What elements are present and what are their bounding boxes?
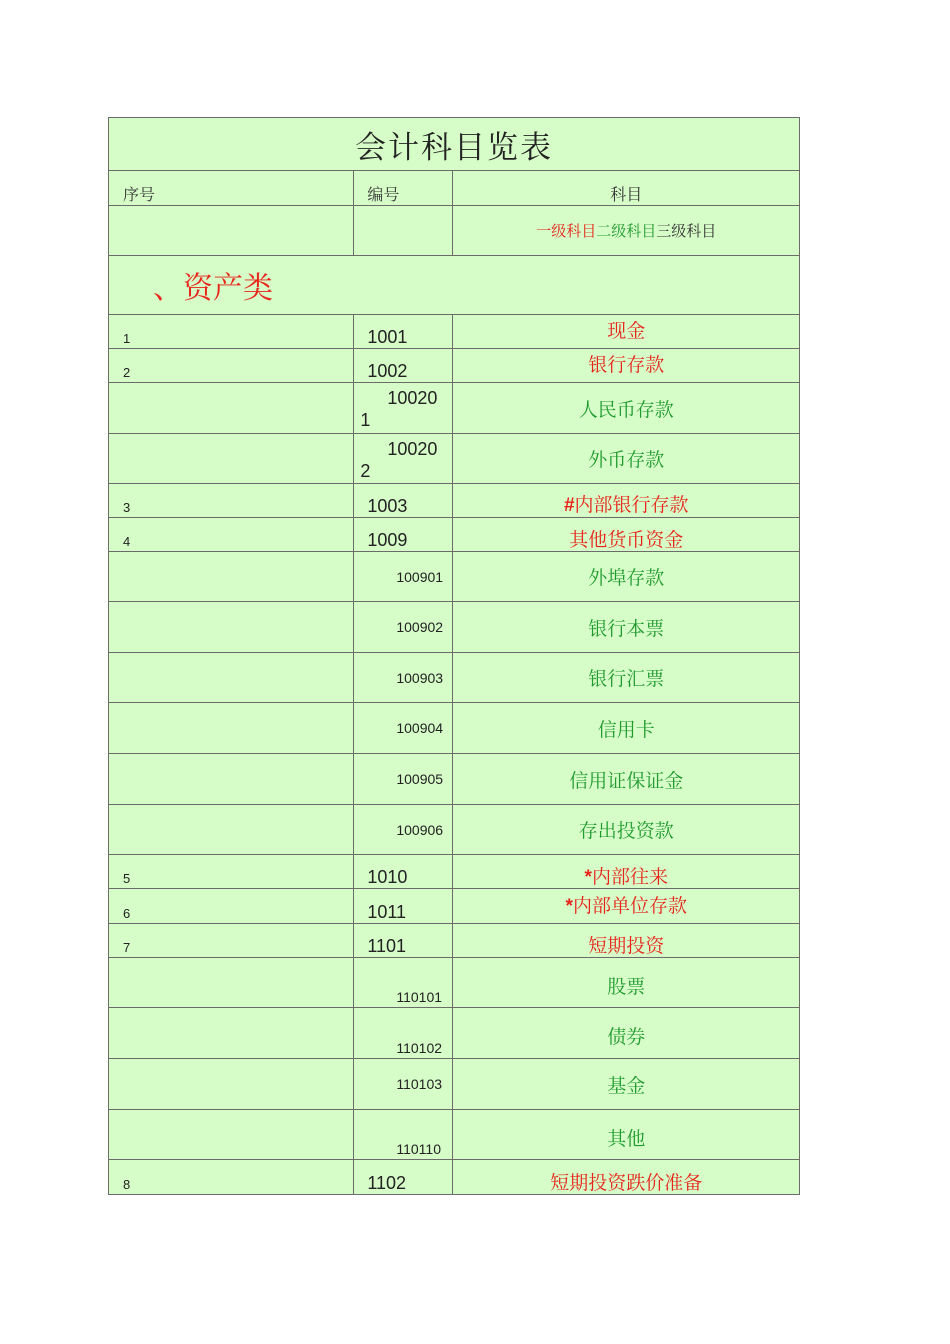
row-subject: 外埠存款 (453, 552, 800, 602)
row-seq: 4 (123, 534, 131, 549)
row-subject: 股票 (607, 976, 646, 998)
row-code: 100906 (396, 822, 444, 838)
row-code: 1009 (367, 530, 408, 550)
section-heading: 、资产类 (109, 256, 800, 315)
row-subject: 外币存款 (453, 434, 800, 484)
row-code: 1002 (367, 361, 408, 381)
account-table-sheet (108, 117, 800, 1195)
row-code: 100901 (396, 569, 444, 585)
table-row (109, 315, 800, 349)
legend-level1: 一级科目 (536, 222, 597, 240)
row-seq: 5 (123, 871, 131, 886)
row-subject: 基金 (453, 1059, 800, 1110)
row-code: 110102 (396, 1040, 443, 1056)
row-seq: 3 (123, 500, 131, 515)
table-row (109, 958, 800, 1008)
account-table (108, 117, 800, 1195)
row-code: 100902 (396, 619, 444, 635)
row-subject: 其他货币资金 (569, 529, 684, 551)
header-subject-label: 科目 (610, 185, 643, 204)
row-code: 110110 (396, 1141, 441, 1157)
row-subject: 信用卡 (453, 703, 800, 754)
row-subject: 银行存款 (588, 354, 665, 376)
row-subject: 债券 (607, 1026, 646, 1048)
row-code: 110101 (396, 989, 443, 1005)
table-row (109, 1160, 800, 1195)
row-code: 10020 1 (360, 388, 438, 430)
table-row (109, 1110, 800, 1160)
level-legend (453, 206, 800, 256)
header-subject (453, 171, 800, 206)
table-row (109, 349, 800, 383)
row-subject: 存出投资款 (453, 805, 800, 855)
row-seq: 7 (123, 940, 131, 955)
table-row (109, 703, 800, 754)
table-row (109, 754, 800, 805)
table-row (109, 855, 800, 889)
row-subject: 现金 (607, 320, 646, 342)
table-row (109, 602, 800, 653)
row-code: 10020 2 (360, 439, 438, 481)
legend-level3: 三级科目 (656, 222, 717, 240)
table-row (109, 518, 800, 552)
table-row (109, 805, 800, 855)
row-subject: 其他 (607, 1128, 646, 1150)
header-seq-label: 序号 (123, 185, 156, 204)
legend-level2: 二级科目 (596, 222, 657, 240)
legend-empty-seq (109, 206, 354, 256)
header-code-label: 编号 (367, 185, 400, 204)
table-title: 会计科目览表 (109, 118, 800, 171)
table-row (109, 1059, 800, 1110)
table-row (109, 889, 800, 924)
table-row (109, 653, 800, 703)
table-row (109, 383, 800, 434)
table-row (109, 434, 800, 484)
row-subject: 银行本票 (453, 602, 800, 653)
row-subject: 短期投资跌价准备 (550, 1172, 703, 1194)
table-row (109, 484, 800, 518)
row-code: 100904 (396, 720, 444, 736)
row-code: 1011 (367, 902, 407, 922)
row-seq: 1 (123, 331, 131, 346)
row-seq: 2 (123, 365, 131, 380)
legend-empty-code (354, 206, 453, 256)
row-code: 1102 (367, 1173, 407, 1193)
row-subject: 人民币存款 (453, 383, 800, 434)
row-subject: *内部单位存款 (565, 895, 687, 917)
row-code: 100905 (396, 771, 444, 787)
row-code: 1001 (367, 327, 408, 347)
header-code (354, 171, 453, 206)
table-row (109, 552, 800, 602)
table-row (109, 1008, 800, 1059)
row-subject: 银行汇票 (453, 653, 800, 703)
row-subject: *内部往来 (584, 866, 668, 888)
row-seq: 8 (123, 1177, 131, 1192)
table-row (109, 924, 800, 958)
row-code: 100903 (396, 670, 444, 686)
row-code: 110103 (396, 1076, 443, 1092)
row-code: 1101 (367, 936, 407, 956)
row-subject: #内部银行存款 (563, 494, 689, 516)
row-subject: 短期投资 (588, 935, 665, 957)
row-seq: 6 (123, 906, 131, 921)
header-seq (109, 171, 354, 206)
row-code: 1003 (367, 496, 408, 516)
row-subject: 信用证保证金 (453, 754, 800, 805)
row-code: 1010 (367, 867, 408, 887)
